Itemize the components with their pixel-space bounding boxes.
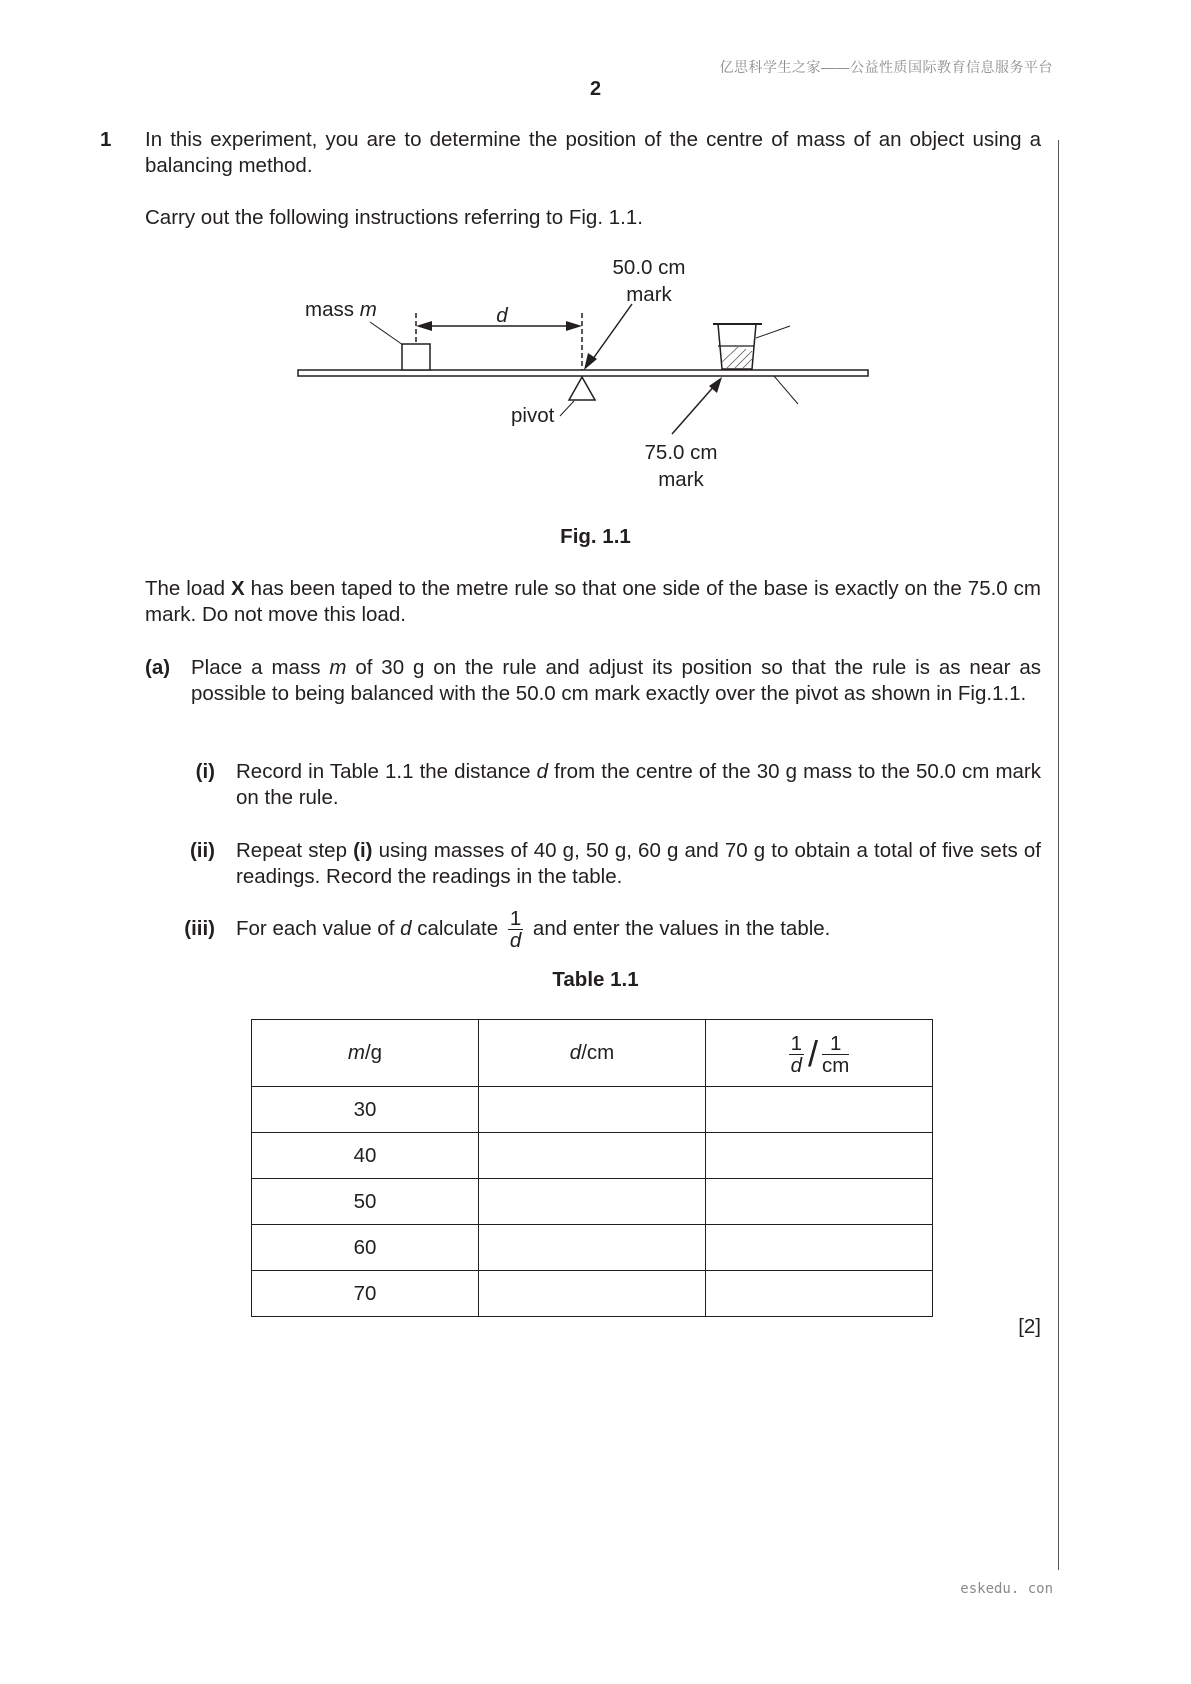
cell-mass: 40 — [252, 1133, 479, 1179]
header-inverse-distance: 1 d / 1 cm — [706, 1020, 933, 1087]
cell-mass: 30 — [252, 1087, 479, 1133]
part-a-i-text: Record in Table 1.1 the distance d from the centre of the 30 g mass to the 50.0 cm mark on the rule. — [236, 760, 1041, 809]
cell-inverse-distance[interactable] — [706, 1179, 933, 1225]
question-intro: In this experiment, you are to determine the position of the centre of mass of an object using a balancing method. — [145, 128, 1041, 177]
cell-distance[interactable] — [479, 1087, 706, 1133]
cell-mass: 70 — [252, 1271, 479, 1317]
label-50cm-line1: 50.0 cm — [612, 256, 686, 279]
cell-distance[interactable] — [479, 1271, 706, 1317]
cell-inverse-distance[interactable] — [706, 1271, 933, 1317]
part-a-ii-label: (ii) — [189, 839, 215, 862]
marks-allocation: [2] — [1018, 1315, 1041, 1338]
table-row — [252, 1225, 933, 1271]
table-row — [252, 1133, 933, 1179]
question-number: 1 — [100, 128, 112, 151]
label-75cm-line1: 75.0 cm — [644, 441, 718, 464]
load-description: The load X has been taped to the metre rule so that one side of the base is exactly on the 75.0 cm mark. Do not move this load. — [145, 577, 1041, 626]
footer-watermark: eskedu. con — [960, 1581, 1053, 1597]
part-a-label: (a) — [145, 656, 171, 679]
question-instruction: Carry out the following instructions referring to Fig. 1.1. — [145, 206, 643, 229]
part-a-iii-text: For each value of d calculate $\frac{1}{d}$ and enter the values in the table. — [236, 907, 831, 953]
figure-caption: Fig. 1.1 — [560, 525, 631, 548]
figure-1-1 — [0, 0, 1191, 560]
metre-rule — [298, 370, 868, 376]
inverse-d-fraction: $\frac{1}{d}$ — [509, 907, 522, 953]
arrow-50cm-shaft — [590, 304, 632, 363]
mass-block — [402, 344, 430, 370]
header-watermark: 亿思科学生之家——公益性质国际教育信息服务平台 — [719, 59, 1053, 75]
load-x-leader-upper — [756, 326, 790, 338]
cell-distance[interactable] — [479, 1179, 706, 1225]
label-75cm-line2: mark — [658, 468, 704, 491]
part-a-i-label: (i) — [195, 760, 215, 783]
table-row — [252, 1271, 933, 1317]
cell-mass: 50 — [252, 1179, 479, 1225]
mass-leader-line — [370, 322, 403, 345]
pivot-label: pivot — [511, 404, 555, 427]
table-caption: Table 1.1 — [552, 968, 639, 991]
cell-inverse-distance[interactable] — [706, 1225, 933, 1271]
header-mass: m/g — [252, 1020, 479, 1087]
cell-distance[interactable] — [479, 1225, 706, 1271]
cell-inverse-distance[interactable] — [706, 1133, 933, 1179]
pivot-leader-line — [560, 401, 574, 416]
part-a-ii-text: Repeat step (i) using masses of 40 g, 50 g, 60 g and 70 g to obtain a total of five sets of readings. Record the readings in the table. — [236, 839, 1042, 888]
part-a-iii-label: (iii) — [184, 917, 215, 940]
cell-inverse-distance[interactable] — [706, 1087, 933, 1133]
distance-d-label: d — [496, 304, 508, 327]
arrow-75cm-shaft — [672, 384, 716, 434]
table-row — [252, 1179, 933, 1225]
table-row — [252, 1087, 933, 1133]
cell-mass: 60 — [252, 1225, 479, 1271]
cell-distance[interactable] — [479, 1133, 706, 1179]
header-distance: d/cm — [479, 1020, 706, 1087]
table-header-row — [252, 1020, 933, 1087]
distance-arrowhead-right — [566, 321, 582, 331]
load-x-leader-lower — [774, 376, 798, 404]
results-table — [251, 1019, 933, 1317]
pivot-triangle — [569, 377, 595, 400]
page-number: 2 — [589, 78, 602, 100]
part-a-text: Place a mass m of 30 g on the rule and adjust its position so that the rule is as near as possible to being balanced with the 50.0 cm mark exactly over the pivot as shown in Fig.1.1. — [191, 656, 1041, 705]
mass-label: mass m — [305, 298, 377, 321]
label-50cm-line2: mark — [626, 283, 672, 306]
distance-arrowhead-left — [416, 321, 432, 331]
